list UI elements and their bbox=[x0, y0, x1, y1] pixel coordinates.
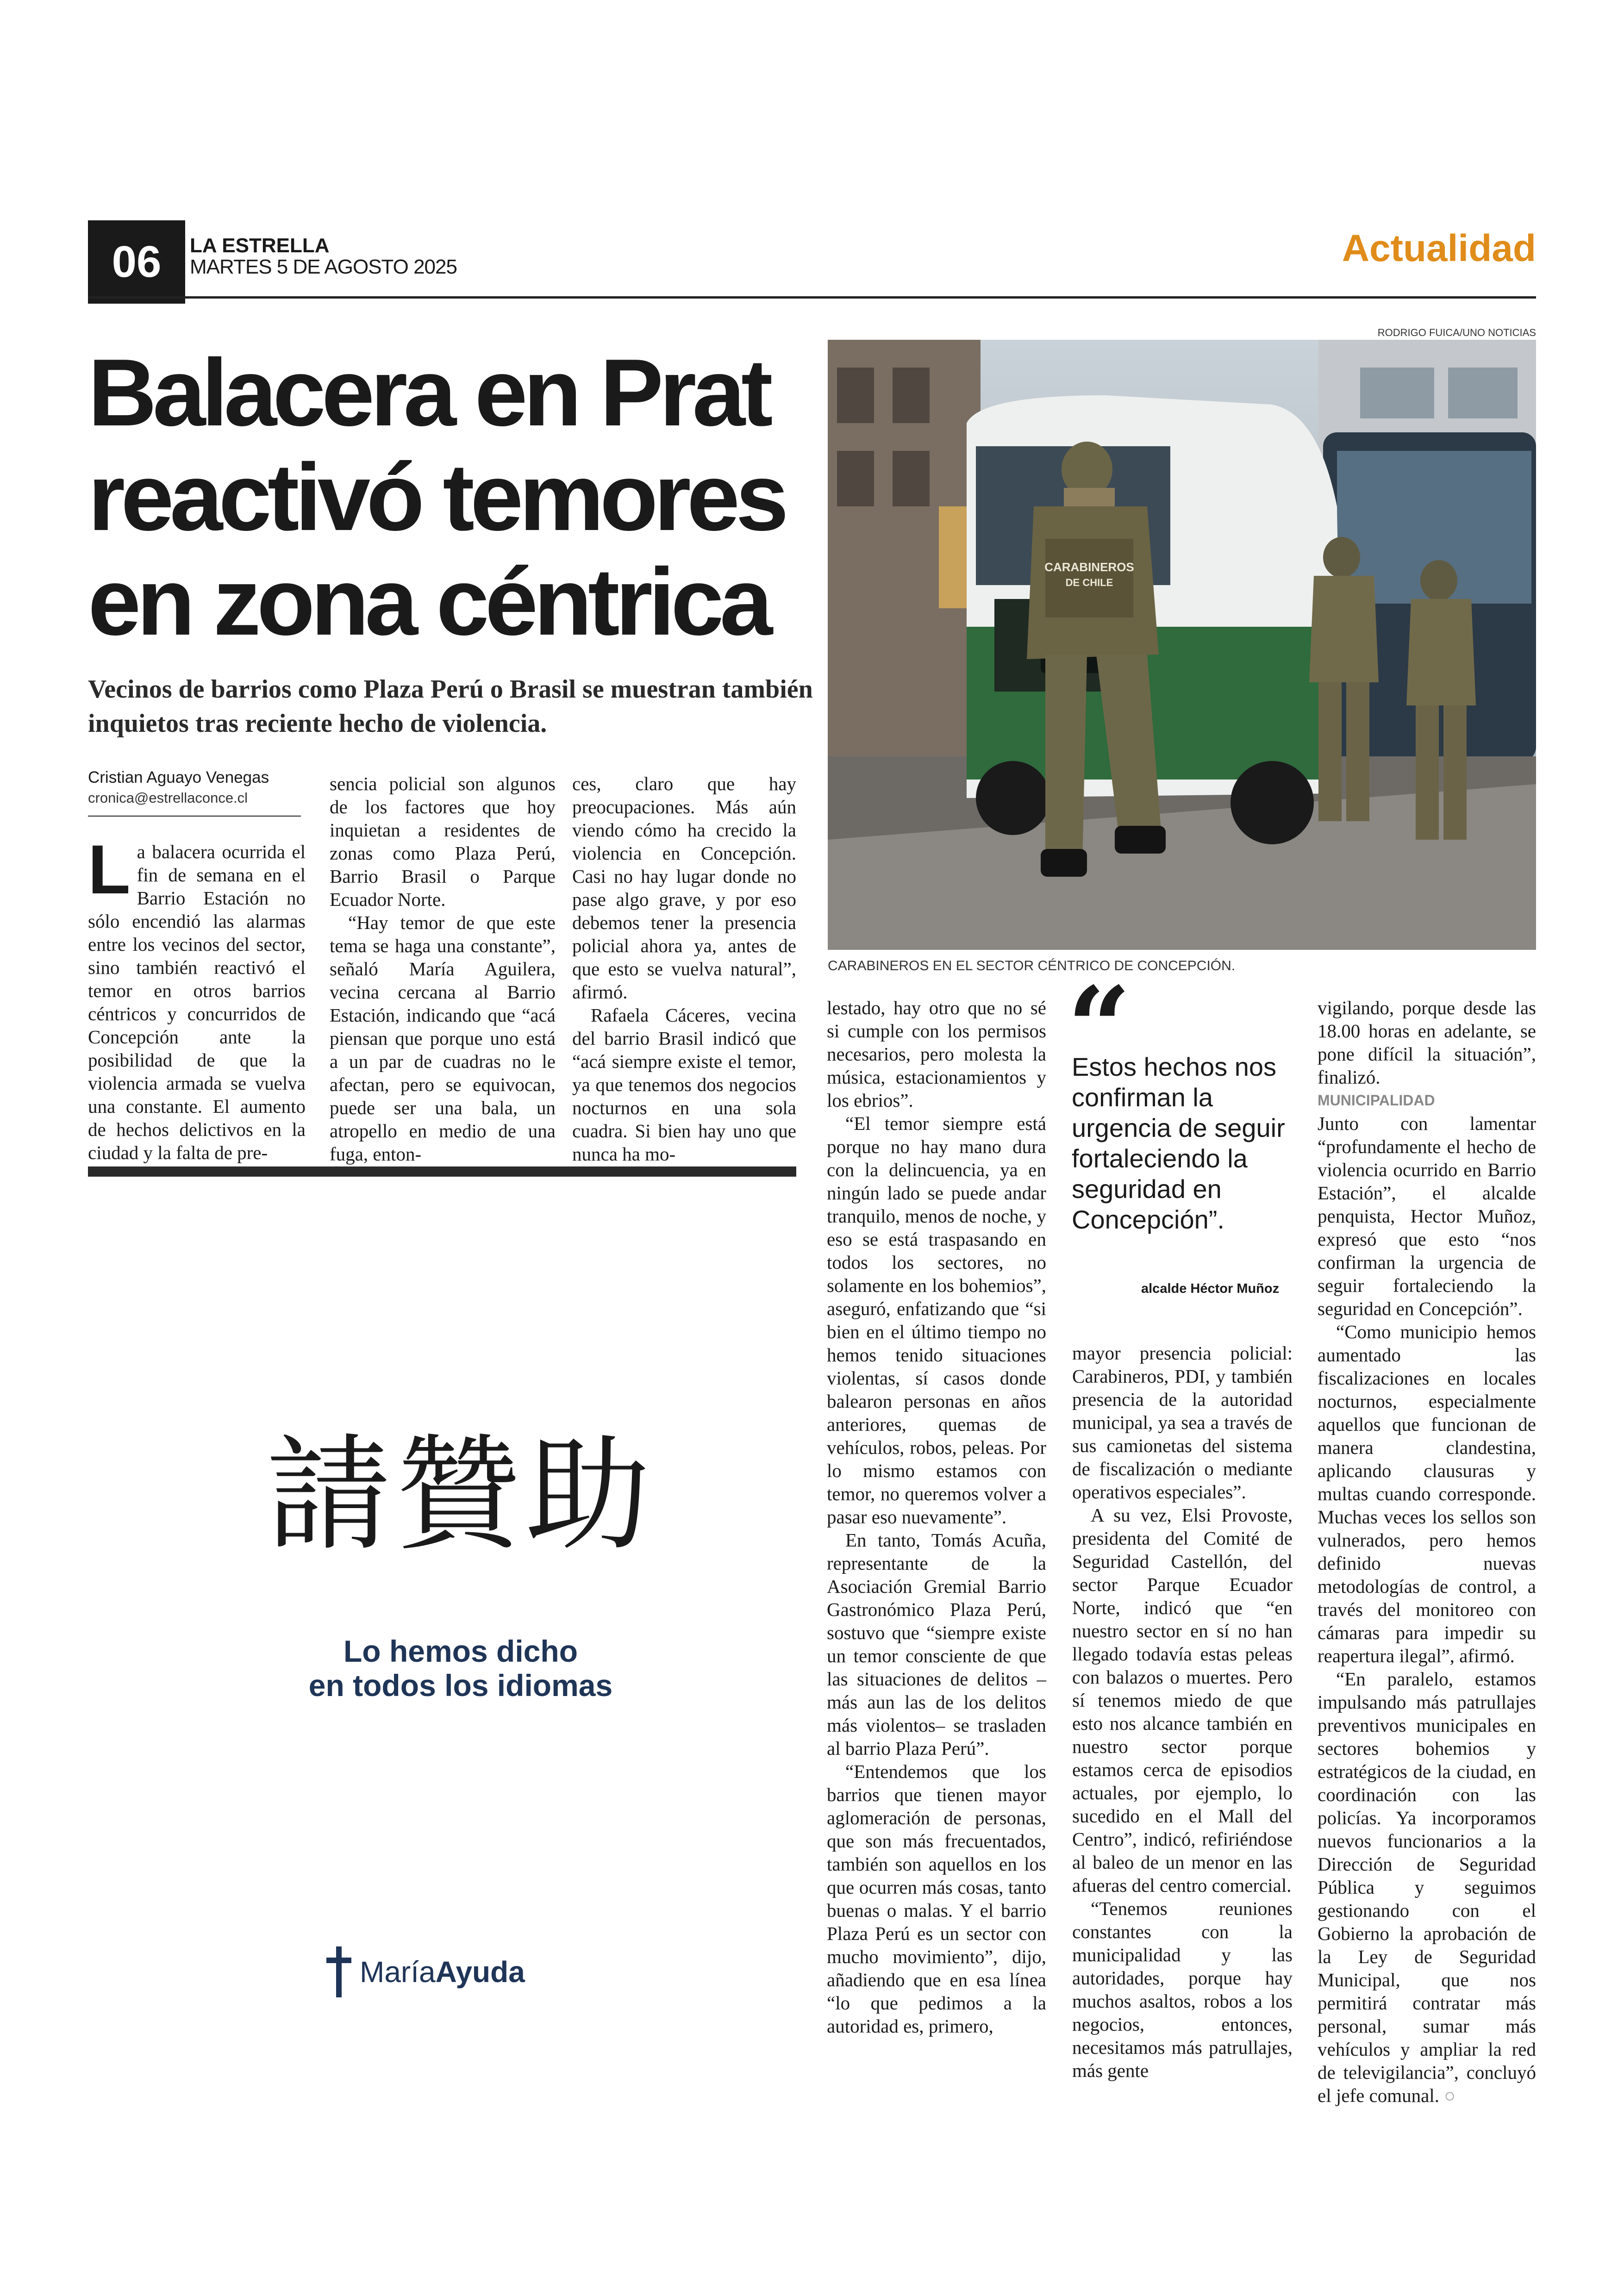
photo-caption: CARABINEROS EN EL SECTOR CÉNTRICO DE CONCEPCIÓN. bbox=[828, 958, 1236, 973]
article-column-6 bbox=[1318, 996, 1536, 2107]
vest-text: CARABINEROS bbox=[1044, 560, 1134, 574]
paragraph: “El temor siempre está porque no hay mano dura con la delincuencia, ya en ningún lado se puede andar tranquilo, menos de noche, y eso se está traspasando en todos los sectores, no solamente en los bohemios”, aseguró, enfatizando que “si bien en el último tiempo no hemos tenido situaciones violentas, sí casos donde balearon personas en años anteriores, quemas de vehículos, robos, peleas. Por lo mismo estamos con temor, no queremos volver a pasar eso nuevamente”. bbox=[827, 1113, 1046, 1528]
paragraph: lestado, hay otro que no sé si cumple con los permisos necesarios, pero molesta la música, estacionamientos y los ebrios”. bbox=[827, 997, 1046, 1111]
vest-text: DE CHILE bbox=[1065, 577, 1113, 588]
ad-slogan-line: en todos los idiomas bbox=[308, 1668, 613, 1703]
page-number: 06 bbox=[88, 220, 185, 304]
article-subheadline: Vecinos de barrios como Plaza Perú o Brasil se muestran también inquietos tras reciente hecho de violencia. bbox=[88, 675, 813, 738]
article-column-4 bbox=[827, 996, 1046, 2038]
headline-line: reactivó temores bbox=[88, 444, 785, 550]
ad-slogan-line: Lo hemos dicho bbox=[343, 1634, 578, 1668]
paragraph: sencia policial son algunos de los factores que hoy inquietan a residentes de zonas como Plaza Perú, Barrio Brasil o Parque Ecuador Norte. bbox=[330, 773, 556, 910]
article-column-5 bbox=[1072, 1341, 1293, 2082]
section-divider bbox=[88, 1166, 796, 1177]
paragraph bbox=[1318, 1667, 1536, 2107]
article-photo bbox=[828, 340, 1536, 950]
cross-icon bbox=[326, 1946, 351, 1997]
byline-divider bbox=[88, 816, 301, 817]
headline-line: en zona céntrica bbox=[88, 549, 769, 655]
byline-author: Cristian Aguayo Venegas bbox=[88, 768, 269, 786]
header-divider bbox=[88, 296, 1536, 299]
ad-cjk-text: 請贊助 bbox=[266, 1422, 655, 1568]
pull-quote: Estos hechos nos confirman la urgencia de seguir fortaleciendo la seguridad en Concepción”. bbox=[1072, 1052, 1285, 1234]
byline-email[interactable]: cronica@estrellaconce.cl bbox=[88, 790, 248, 806]
photo-credit: RODRIGO FUICA/UNO NOTICIAS bbox=[1377, 327, 1536, 338]
article-column-1 bbox=[88, 830, 306, 1164]
paragraph: mayor presencia policial: Carabineros, PDI, y también presencia de la autoridad municipal, ya sea a través de sus camionetas del sistema de fiscalización o mediante operativos especiales”. bbox=[1072, 1342, 1293, 1503]
paragraph: A su vez, Elsi Provoste, presidenta del Comité de Seguridad Castellón, del sector Parque Ecuador Norte, indicó que “en nuestro sector en sí no han llegado todavía estas peleas con balazos o muertes. Pero sí tenemos miedo de que esto nos alcance también en nuestro sector porque estamos cerca de episodios actuales, por ejemplo, lo sucedido en el Mall del Centro”, indicó, refiriéndose al baleo de un menor en las afueras del centro comercial. bbox=[1072, 1504, 1293, 1896]
paragraph: “Como municipio hemos aumentado las fiscalizaciones en locales nocturnos, especialmente aquellos que funcionan de manera clandestina, aplicando clausuras y multas cuando corresponde. Muchas veces los sellos son vulnerados, pero hemos definido nuevas metodologías de control, a través del monitoreo con cámaras para impedir su reapertura ilegal”, afirmó. bbox=[1318, 1321, 1536, 1666]
article-headline bbox=[88, 340, 819, 654]
pull-quote-author: alcalde Héctor Muñoz bbox=[1141, 1281, 1280, 1296]
ad-slogan bbox=[194, 1634, 727, 1703]
ad-logo[interactable] bbox=[326, 1946, 525, 1997]
paragraph: “Hay temor de que este tema se haga una constante”, señaló María Aguilera, vecina cercana al Barrio Estación, indicando que “acá piensan que porque uno está a un par de cuadras no le afectan, pero se equivocan, puede ser una bala, un atropello en medio de una fuga, enton- bbox=[330, 912, 556, 1165]
paragraph: a balacera ocurrida el fin de semana en el Barrio Estación no sólo encendió las alarmas entre los vecinos del sector, sino también reactivó el temor en otros barrios céntricos y concurridos de Concepción ante la posibilidad de que la violencia armada se vuelva una constante. El aumento de hechos delictivos en la ciudad y la falta de pre- bbox=[88, 841, 306, 1163]
section-label: Actualidad bbox=[1342, 227, 1536, 269]
paragraph: Junto con lamentar “profundamente el hecho de violencia ocurrido en Barrio Estación”, el alcalde penquista, Hector Muñoz, expresó que esto “nos confirman la urgencia de seguir fortaleciendo la seguridad en Concepción”. bbox=[1318, 1113, 1536, 1319]
carabineros-photo-illustration bbox=[828, 340, 1536, 950]
paragraph: vigilando, porque desde las 18.00 horas en adelante, se pone difícil la situación”, finalizó. bbox=[1318, 997, 1536, 1088]
paragraph: En tanto, Tomás Acuña, representante de la Asociación Gremial Barrio Gastronómico Plaza Perú, sostuvo que “siempre existe un temor consciente de que las situaciones de delitos –más aun las de los delitos más violentos– se trasladen al barrio Plaza Perú”. bbox=[827, 1529, 1046, 1759]
publication-date: MARTES 5 DE AGOSTO 2025 bbox=[190, 256, 457, 278]
quote-mark-icon: “ bbox=[1067, 962, 1131, 1093]
byline bbox=[88, 767, 269, 808]
paragraph: “Tenemos reuniones constantes con la municipalidad y las autoridades, porque hay muchos asaltos, robos a los negocios, entonces, necesitamos más patrullajes, más gente bbox=[1072, 1898, 1293, 2081]
headline-line: Balacera en Prat bbox=[88, 339, 769, 446]
drop-cap: L bbox=[88, 830, 131, 908]
ad-logo-text-light: María bbox=[360, 1955, 436, 1989]
paragraph-text: “En paralelo, estamos impulsando más patrullajes preventivos municipales en sectores bohemios y estratégicos de la ciudad, en coordinación con las policías. Ya incorporamos nuevos funcionarios a la Dirección de Seguridad Pública y seguimos gestionando con el Gobierno la aprobación de la Ley de Seguridad Municipal, que nos permitirá contratar más personal, sumar más vehículos y ampliar la red de televigilancia”, concluyó el jefe comunal. bbox=[1318, 1668, 1536, 2106]
paragraph: ces, claro que hay preocupaciones. Más aún viendo cómo ha crecido la violencia en Concepción. Casi no hay lugar donde no pase algo grave, y por eso debemos tener la presencia policial ahora ya, antes de que esto se vuelva natural”, afirmó. bbox=[572, 773, 796, 1003]
section-subtitle: MUNICIPALIDAD bbox=[1318, 1092, 1435, 1109]
article-column-3 bbox=[572, 772, 796, 1166]
article-column-2 bbox=[330, 772, 556, 1166]
ad-logo-text-bold: Ayuda bbox=[435, 1955, 525, 1989]
paragraph: “Entendemos que los barrios que tienen mayor aglomeración de personas, que son más frecuentados, también son aquellos en los que ocurren más cosas, tanto buenas o malas. Y el barrio Plaza Perú es un sector con mucho movimiento”, dijo, añadiendo que en esa línea “lo que pedimos a la autoridad es, primero, bbox=[827, 1761, 1046, 2037]
publication-name: LA ESTRELLA bbox=[190, 234, 330, 257]
paragraph: Rafaela Cáceres, vecina del barrio Brasil indicó que “acá siempre existe el temor, ya que tenemos dos negocios nocturnos en una sola cuadra. Si bien hay uno que nunca ha mo- bbox=[572, 1004, 796, 1165]
end-mark-icon: ○ bbox=[1444, 2085, 1455, 2106]
